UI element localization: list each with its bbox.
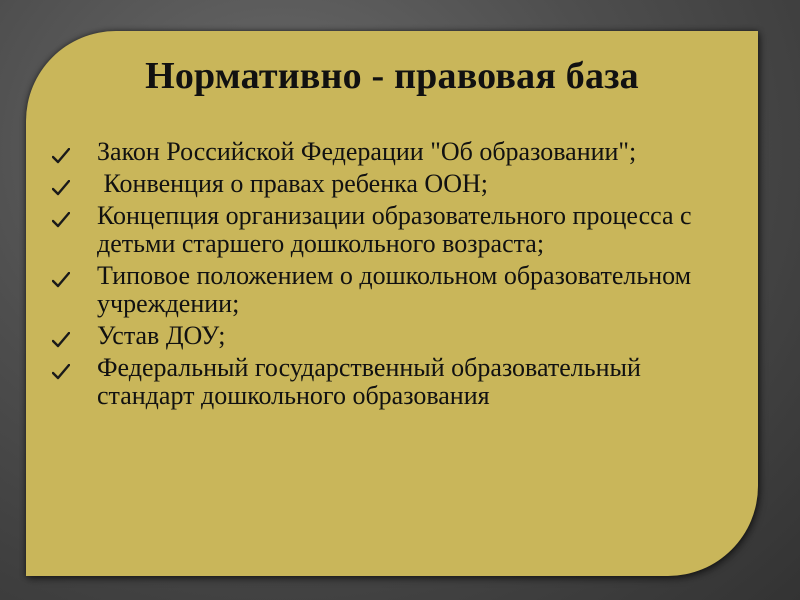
list-item-text: Федеральный государственный образовательный стандарт дошкольного образования <box>97 353 641 410</box>
checkmark-icon <box>52 180 70 196</box>
list-item <box>52 262 742 318</box>
list-item-text: Конвенция о правах ребенка ООН; <box>97 169 488 198</box>
list-item-text: Закон Российской Федерации "Об образовании"; <box>97 137 637 166</box>
bullet-list <box>52 138 742 414</box>
checkmark-icon <box>52 364 70 380</box>
slide-title: Нормативно - правовая база <box>145 55 639 97</box>
list-item <box>52 202 742 258</box>
checkmark-icon <box>52 332 70 348</box>
list-item <box>52 170 742 198</box>
list-item <box>52 138 742 166</box>
checkmark-icon <box>52 212 70 228</box>
checkmark-icon <box>52 148 70 164</box>
list-item-text: Устав ДОУ; <box>97 321 226 350</box>
checkmark-icon <box>52 272 70 288</box>
list-item <box>52 322 742 350</box>
list-item-text: Концепция организации образовательного процесса с детьми старшего дошкольного возраста; <box>97 201 692 258</box>
list-item <box>52 354 742 410</box>
list-item-text: Типовое положением о дошкольном образовательном учреждении; <box>97 261 692 318</box>
